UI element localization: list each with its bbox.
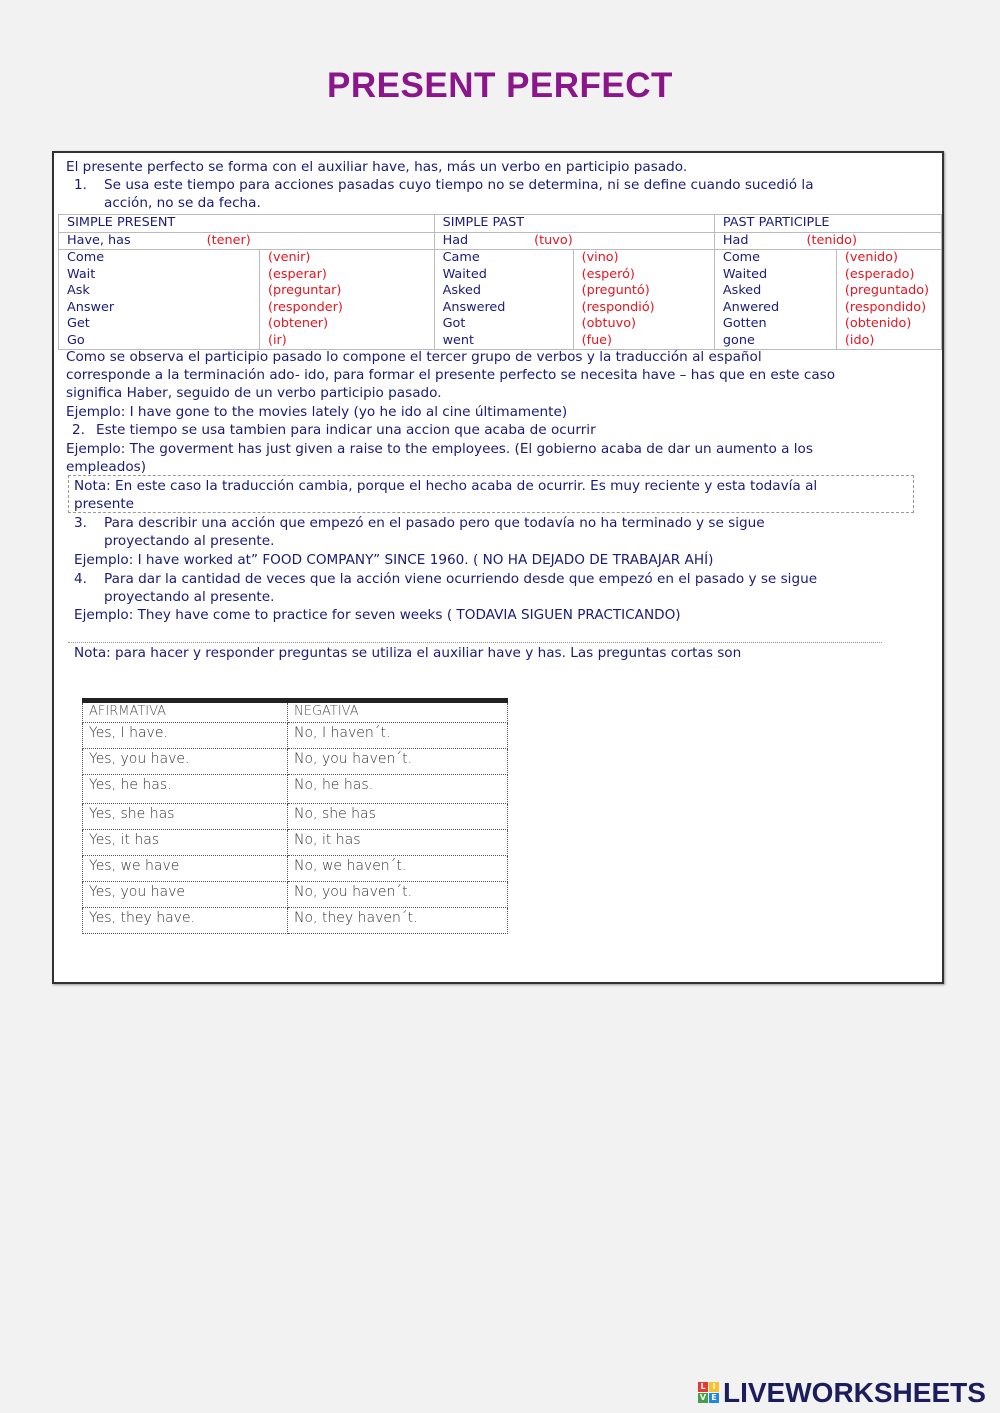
- table-row: [83, 908, 508, 934]
- negative-cell: No, you haven´t.: [288, 882, 508, 908]
- table-row: [83, 856, 508, 882]
- have-sp-cell: [59, 232, 435, 250]
- logo-text: LIVEWORKSHEETS: [723, 1377, 986, 1408]
- table-row: [83, 804, 508, 830]
- item-1-number: 1.: [74, 177, 87, 193]
- verb-sp: Wait: [67, 266, 96, 282]
- have-pp: Had: [722, 232, 749, 248]
- affirmative-cell: Yes, you have: [83, 882, 288, 908]
- item-3-line-2: proyectando al presente.: [104, 533, 275, 549]
- affirmative-cell: Yes, he has.: [83, 775, 288, 804]
- table-row: [83, 749, 508, 775]
- verb-row-have: [59, 232, 942, 250]
- header-simple-past: SIMPLE PAST: [434, 215, 714, 233]
- affirmative-cell: Yes, they have.: [83, 908, 288, 934]
- item-1-line-1: [66, 176, 814, 194]
- negative-cell: No, it has: [288, 830, 508, 856]
- affirmative-cell: Yes, it has: [83, 830, 288, 856]
- verb-pp-translation: (respondido): [844, 299, 927, 315]
- verb-past: Answered: [442, 299, 506, 315]
- verb-past-translation: (fue): [581, 332, 613, 348]
- liveworksheets-logo[interactable]: [698, 1379, 986, 1407]
- verb-pp: Asked: [722, 283, 762, 298]
- verb-past-translation: (esperó): [581, 266, 635, 282]
- have-pp-translation: (tenido): [806, 232, 857, 248]
- verb-pp-translation: (venido): [844, 250, 898, 265]
- have-sp-translation: (tener): [206, 232, 251, 248]
- verb-sp: Get: [67, 316, 90, 331]
- verb-sp: Come: [67, 250, 105, 265]
- item-3-number: 3.: [74, 515, 87, 531]
- logo-letter-i: I: [709, 1382, 719, 1392]
- verb-pp: gone: [722, 332, 755, 348]
- example-2-line-1: Ejemplo: The goverment has just given a raise to the employees. (El gobierno acaba de dar un aumento a los: [66, 441, 813, 457]
- affirmative-cell: Yes, she has: [83, 804, 288, 830]
- table-row: [83, 882, 508, 908]
- verb-pp: Anwered: [722, 299, 780, 315]
- example-1: Ejemplo: I have gone to the movies lately (yo he ido al cine últimamente): [66, 404, 568, 420]
- example-4: Ejemplo: They have come to practice for seven weeks ( TODAVIA SIGUEN PRACTICANDO): [74, 607, 681, 623]
- verb-sp-translation: (venir): [268, 250, 311, 265]
- sp-column: [59, 250, 260, 350]
- logo-letter-l: L: [698, 1382, 708, 1392]
- verb-sp: Ask: [67, 283, 90, 298]
- affirmative-cell: Yes, I have.: [83, 723, 288, 749]
- logo-letter-e: E: [709, 1393, 719, 1403]
- verb-sp-translation: (preguntar): [268, 283, 342, 298]
- item-4-number: 4.: [74, 571, 87, 587]
- content-box: [52, 151, 944, 984]
- negative-cell: No, she has: [288, 804, 508, 830]
- verb-past: Got: [442, 316, 466, 331]
- verb-table-header: [59, 215, 942, 233]
- dotted-divider: [68, 642, 882, 643]
- have-past-cell: [434, 232, 714, 250]
- item-2: [66, 421, 596, 439]
- verb-pp-translation: (ido): [844, 332, 875, 348]
- table-row: [83, 830, 508, 856]
- verb-past-translation: (preguntó): [581, 283, 650, 298]
- verb-past-translation: (obtuvo): [581, 316, 637, 331]
- verb-past: Asked: [442, 283, 481, 298]
- have-past-translation: (tuvo): [534, 232, 573, 248]
- negative-cell: No, you haven´t.: [288, 749, 508, 775]
- para-1-line-3: significa Haber, seguido de un verbo participio pasado.: [66, 385, 442, 401]
- pp-column: [714, 250, 836, 350]
- verb-past-translation: (respondió): [581, 299, 655, 315]
- liveworksheets-logo-icon: [698, 1382, 720, 1404]
- verb-pp-translation: (obtenido): [844, 316, 912, 331]
- verb-pp-translation: (preguntado): [844, 283, 930, 298]
- verb-pp: Gotten: [722, 316, 767, 331]
- nota-1-line-1: Nota: En este caso la traducción cambia, porque el hecho acaba de ocurrir. Es muy reciente y esta todavía al: [74, 478, 818, 494]
- have-pp-cell: [714, 232, 941, 250]
- header-simple-present: SIMPLE PRESENT: [59, 215, 435, 233]
- table-row: [83, 723, 508, 749]
- nota-1-line-2: presente: [74, 496, 135, 512]
- verb-pp-translation: (esperado): [844, 266, 915, 282]
- verb-past: Came: [442, 250, 480, 265]
- have-past: Had: [442, 232, 469, 248]
- header-negativa: NEGATIVA: [288, 701, 508, 723]
- logo-letter-v: V: [699, 1393, 707, 1402]
- verb-pp: Come: [722, 250, 761, 265]
- verb-past: went: [442, 332, 475, 348]
- past-column: [434, 250, 573, 350]
- item-2-number: 2.: [72, 422, 85, 438]
- negative-cell: No, I haven´t.: [288, 723, 508, 749]
- example-3: Ejemplo: I have worked at” FOOD COMPANY” SINCE 1960. ( NO HA DEJADO DE TRABAJAR AHÍ): [74, 552, 714, 568]
- item-4-text: Para dar la cantidad de veces que la acción viene ocurriendo desde que empezó en el pasado y se sigue: [104, 571, 818, 587]
- negative-cell: No, he has.: [288, 775, 508, 804]
- item-3-text: Para describir una acción que empezó en el pasado pero que todavía no ha terminado y se sigue: [104, 515, 765, 531]
- item-2-text: Este tiempo se usa tambien para indicar una accion que acaba de ocurrir: [96, 422, 596, 438]
- verb-pp: Waited: [722, 266, 768, 282]
- negative-cell: No, we haven´t.: [288, 856, 508, 882]
- verb-sp-translation: (responder): [268, 299, 343, 315]
- table-row: [83, 775, 508, 804]
- verb-sp-translation: (ir): [268, 332, 287, 348]
- sp-translation-column: [260, 250, 435, 350]
- verb-sp: Answer: [67, 299, 115, 315]
- item-1-text: Se usa este tiempo para acciones pasadas cuyo tiempo no se determina, ni se define cuando sucedió la: [104, 177, 814, 193]
- item-4-line-1: [66, 570, 817, 588]
- verb-sp-translation: (esperar): [268, 266, 327, 282]
- para-1-line-1: Como se observa el participio pasado lo compone el tercer grupo de verbos y la traducción al español: [66, 349, 762, 365]
- negative-cell: No, they haven´t.: [288, 908, 508, 934]
- past-translation-column: [573, 250, 714, 350]
- verb-body: [59, 250, 942, 350]
- para-1-line-2: corresponde a la terminación ado- ido, para formar el presente perfecto se necesita have – has que en este caso: [66, 367, 836, 383]
- verb-past-translation: (vino): [581, 250, 619, 265]
- verb-sp: Go: [67, 332, 85, 348]
- item-3-line-1: [66, 514, 765, 532]
- short-answers-table: [82, 698, 508, 934]
- have-sp: Have, has: [67, 232, 131, 248]
- verb-sp-translation: (obtener): [268, 316, 329, 331]
- affirmative-cell: Yes, we have: [83, 856, 288, 882]
- example-2-line-2: empleados): [66, 459, 147, 475]
- item-1-line-2: acción, no se da fecha.: [104, 195, 261, 211]
- header-afirmativa: AFIRMATIVA: [83, 701, 288, 723]
- short-answers-header: [83, 701, 508, 723]
- nota-2: Nota: para hacer y responder preguntas se utiliza el auxiliar have y has. Las preguntas cortas son: [74, 645, 742, 661]
- verb-past: Waited: [442, 266, 487, 282]
- item-4-line-2: proyectando al presente.: [104, 589, 275, 605]
- page-title: PRESENT PERFECT: [327, 66, 673, 105]
- verb-table: [58, 214, 942, 350]
- intro-text: El presente perfecto se forma con el auxiliar have, has, más un verbo en participio pasado.: [66, 159, 688, 175]
- affirmative-cell: Yes, you have.: [83, 749, 288, 775]
- header-past-participle: PAST PARTICIPLE: [714, 215, 941, 233]
- pp-translation-column: [836, 250, 941, 350]
